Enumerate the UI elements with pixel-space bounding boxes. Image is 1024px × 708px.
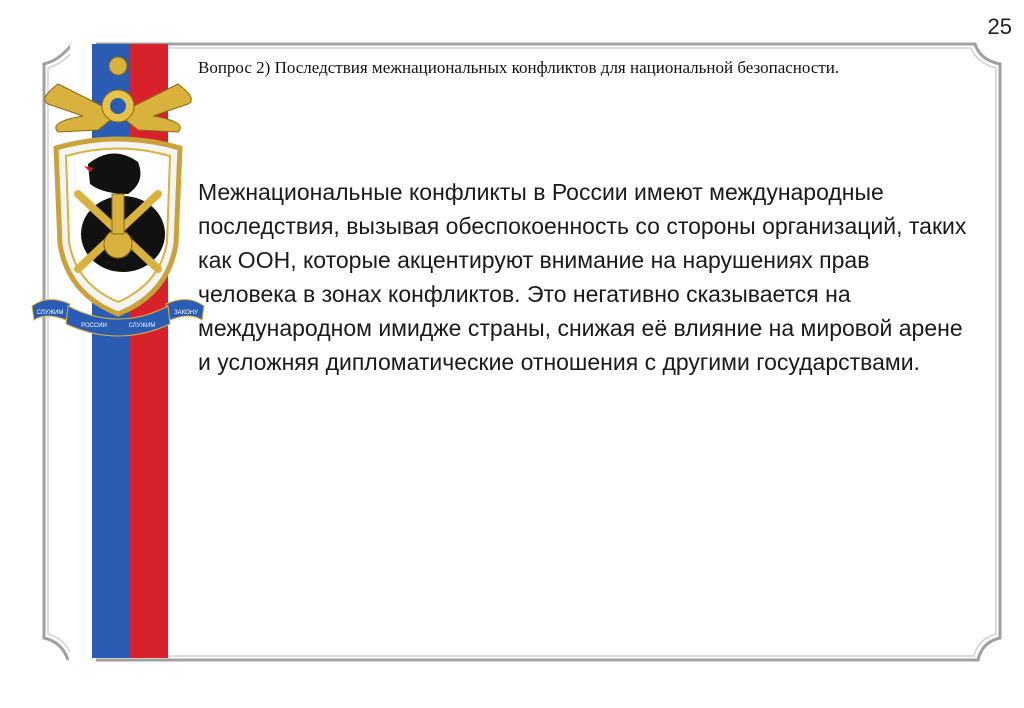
svg-text:СЛУЖИМ: СЛУЖИМ (128, 323, 156, 329)
svg-text:РОССИИ: РОССИИ (81, 323, 107, 329)
question-heading: Вопрос 2) Последствия межнациональных конфликтов для национальной безопасности. (198, 58, 840, 77)
body-paragraph: Межнациональные конфликты в России имеют международные последствия, вызывая обеспокоенность со стороны организаций, таких как ООН, которые акцентируют внимание на нарушениях прав человека в зонах конфликтов. Это негативно сказывается на международном имидже страны, снижая её влияние на мировой арене и усложняя дипломатические отношения с другими государствами. (198, 179, 967, 375)
svg-text:СЛУЖИМ: СЛУЖИМ (36, 310, 64, 316)
svg-text:ЗАКОНУ: ЗАКОНУ (174, 310, 198, 316)
page-number: 25 (987, 14, 1012, 39)
coat-of-arms-icon (28, 44, 208, 344)
